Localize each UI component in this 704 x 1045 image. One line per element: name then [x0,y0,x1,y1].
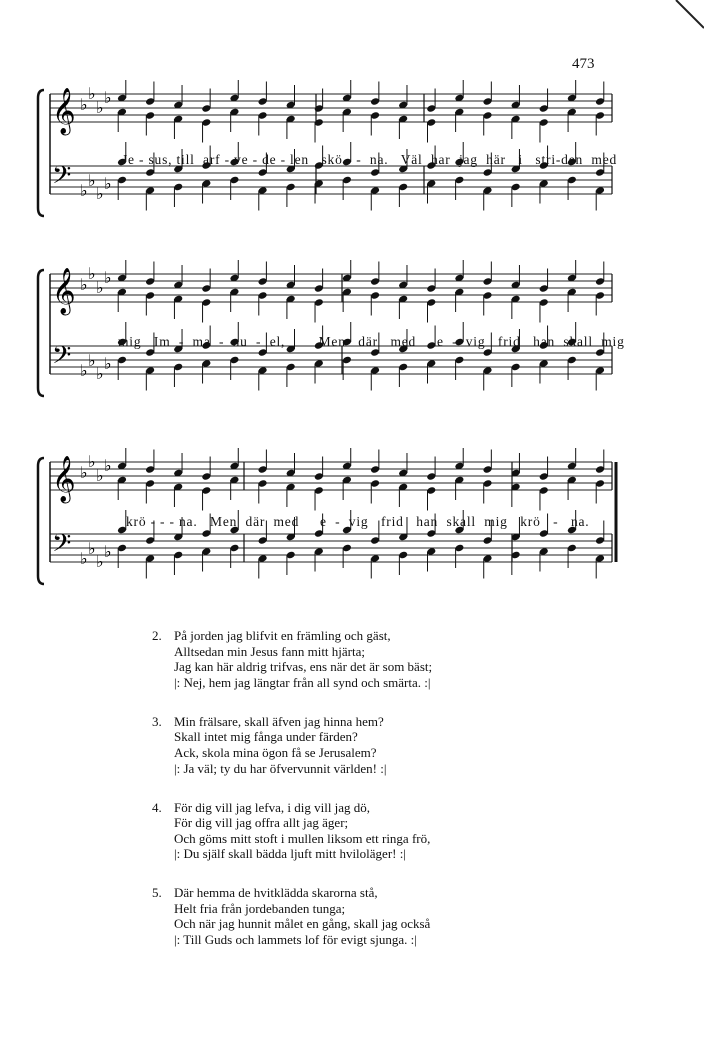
verse-number: 3. [152,713,162,729]
treble-clef-icon: 𝄞 [52,268,76,314]
verse-line: Där hemma de hvitklädda skarorna stå, [174,885,378,901]
flat-icon: ♭ [80,95,88,114]
verse-line: Ack, skola mina ögon få se Jerusalem? [174,744,377,760]
verse-line: |: Nej, hem jag längtar från all synd och smärta. :| [174,674,431,690]
verse-number: 4. [152,799,162,815]
flat-icon: ♭ [88,351,96,370]
verse-number: 2. [152,628,162,643]
system-brace [38,270,44,396]
flat-icon: ♭ [104,88,112,107]
system-brace [38,90,44,216]
verse-line: Alltsedan min Jesus fann mitt hjärta; [174,643,365,659]
flat-icon: ♭ [96,98,104,117]
system-brace [38,458,44,584]
verse-3 [152,714,672,776]
flat-icon: ♭ [96,552,104,571]
music-system-3 [0,448,704,598]
verse-5 [152,885,672,947]
verse-line: Min frälsare, skall äfven jag hinna hem? [174,713,384,729]
flat-icon: ♭ [96,466,104,485]
flat-icon: ♭ [88,171,96,190]
flat-icon: ♭ [104,268,112,287]
verse-line: Och när jag hunnit målet en gång, skall jag också [174,916,431,932]
verse-4 [152,800,672,862]
flat-icon: ♭ [96,364,104,383]
flat-icon: ♭ [96,184,104,203]
music-system-2 [0,260,704,410]
verse-line: Helt fria från jordebanden tunga; [174,900,346,916]
treble-clef-icon: 𝄞 [52,456,76,502]
verse-2 [152,628,672,690]
verse-line: |: Till Guds och lammets lof för evigt sjunga. :| [174,932,417,948]
page-number: 473 [572,56,595,72]
bass-clef-icon: 𝄢 [52,341,72,376]
flat-icon: ♭ [80,549,88,568]
flat-icon: ♭ [80,181,88,200]
flat-icon: ♭ [80,463,88,482]
page-corner-line [0,0,704,40]
flat-icon: ♭ [104,174,112,193]
flat-icon: ♭ [88,539,96,558]
verse-line: |: Du själf skall bädda ljuft mitt hviloläger! :| [174,846,406,862]
flat-icon: ♭ [80,361,88,380]
verse-line: Och göms mitt stoft i mullen liksom ett ringa frö, [174,830,431,846]
verse-line: |: Ja väl; ty du har öfvervunnit världen! :| [174,760,387,776]
lyrics-line-3: krö - - - na. Men där med e - vig frid han skall mig krö - na. [126,514,590,529]
bass-clef-icon: 𝄢 [52,161,72,196]
lyrics-line-1: Je - sus, till arf - ve - de - len skö - - na. Väl har jag här i stri-den med [122,152,618,167]
verse-line: För dig vill jag lefva, i dig vill jag dö, [174,799,371,815]
flat-icon: ♭ [80,275,88,294]
verses-block [152,628,672,971]
flat-icon: ♭ [104,542,112,561]
verse-line: På jorden jag blifvit en främling och gäst, [174,628,391,643]
verse-line: För dig vill jag offra allt jag äger; [174,815,349,831]
verse-number: 5. [152,885,162,901]
flat-icon: ♭ [88,84,96,103]
music-system-1 [0,80,704,230]
treble-clef-icon: 𝄞 [52,88,76,134]
bass-clef-icon: 𝄢 [52,529,72,564]
flat-icon: ♭ [88,452,96,471]
verse-line: Jag kan här aldrig trifvas, ens när det är som bäst; [174,659,433,675]
flat-icon: ♭ [104,456,112,475]
flat-icon: ♭ [88,264,96,283]
verse-line: Skall intet mig fånga under färden? [174,729,358,745]
flat-icon: ♭ [104,354,112,373]
lyrics-line-2: mig Im - ma - nu - el, Men där med e - vig frid han skall mig [118,334,625,349]
flat-icon: ♭ [96,278,104,297]
